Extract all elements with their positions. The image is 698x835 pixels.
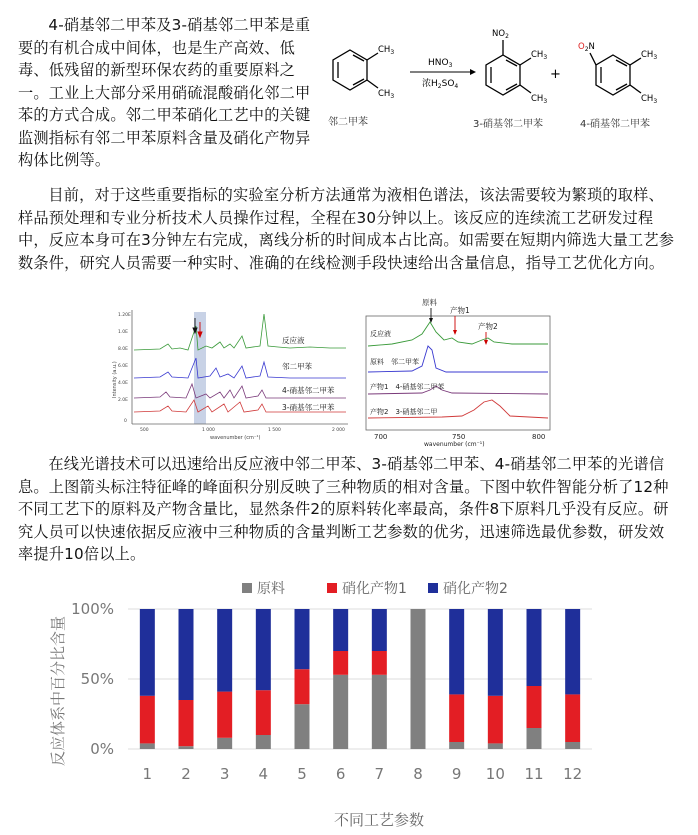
bar-segment xyxy=(179,700,194,746)
x-tick-label: 5 xyxy=(297,765,307,783)
x-tick: 700 xyxy=(374,433,388,441)
x-tick: 500 xyxy=(140,428,149,433)
peak-label: 原料 xyxy=(422,298,437,307)
bar-segment xyxy=(217,738,232,749)
trace-label: 4-硝基邻二甲苯 xyxy=(282,386,335,395)
trace-reaction-liquid xyxy=(368,322,548,346)
raman-spectrum-full xyxy=(110,306,355,448)
result-paragraph: 在线光谱技术可以迅速给出反应液中邻二甲苯、3-硝基邻二甲苯、4-硝基邻二甲苯的光谱信息。上图箭头标注特征峰的峰面积分别反映了三种物质的相对含量。下图中软件智能分析了12种不同工艺下的原料及产物含量比，显然条件2的原料转化率最高，条件8下原料几乎没有反应。研究人员可以快速依据反应液中三种物质的含量判断工艺参数的优劣，迅速筛选最优参数，研发效率提升10倍以上。 xyxy=(18,455,669,563)
x-tick-label: 10 xyxy=(485,765,505,783)
trace-reaction-liquid xyxy=(134,314,346,350)
y-axis-label: Intensity (a.u.) xyxy=(112,361,118,398)
intro-paragraph: 4-硝基邻二甲苯及3-硝基邻二甲苯是重要的有机合成中间体，也是生产高效、低毒、低残留的新型环保农药的重要原料之一。工业上大部分采用硝硫混酸硝化邻二甲苯的方式合成。邻二甲苯硝化工艺中的关键监测指标有邻二甲苯原料含量及硝化产物异构体比例等。 xyxy=(18,16,311,169)
y-tick-label: 0% xyxy=(90,740,114,758)
x-tick-label: 7 xyxy=(374,765,385,783)
bar-segment xyxy=(140,609,155,696)
y-tick: 6.0E xyxy=(118,364,128,369)
y-tick: 8.0E xyxy=(118,347,128,352)
x-tick-label: 2 xyxy=(181,765,191,783)
nitro-label: $O_2N$ xyxy=(578,42,595,53)
x-tick-label: 1 xyxy=(142,765,153,783)
bar-segment xyxy=(488,743,503,749)
product1-label: 3-硝基邻二甲苯 xyxy=(473,119,543,130)
y-tick: 2.0E xyxy=(118,398,128,403)
x-axis-label: 不同工艺参数 xyxy=(333,811,425,829)
trace-label: 产物1 4-硝基邻二甲苯 xyxy=(370,383,445,391)
o-xylene-structure xyxy=(333,50,378,90)
y-tick: 4.0E xyxy=(118,381,128,386)
x-tick-label: 11 xyxy=(524,765,544,783)
reagent-hno3: $HNO_3$ xyxy=(428,58,453,69)
peak-arrow xyxy=(453,316,457,335)
bar-segment xyxy=(565,609,580,694)
chart-legend xyxy=(242,580,508,597)
x-tick: 750 xyxy=(452,433,466,441)
trace-o-xylene xyxy=(134,358,346,378)
y-tick: 1.0E xyxy=(118,330,128,335)
bar-segment xyxy=(179,609,194,700)
bar-segment xyxy=(333,651,348,675)
bar-segment xyxy=(333,609,348,651)
x-tick: 2 000 xyxy=(332,428,345,433)
x-tick-label: 8 xyxy=(413,765,423,783)
peak-arrow xyxy=(429,308,433,323)
x-tick-label: 9 xyxy=(451,765,462,783)
x-tick: 800 xyxy=(532,433,546,441)
x-tick-label: 12 xyxy=(563,765,583,783)
background-paragraph: 目前，对于这些重要指标的实验室分析方法通常为液相色谱法，该法需要较为繁琐的取样、样品预处理和专业分析技术人员操作过程，全程在30分钟以上。该反应的连续流工艺研发过程中，反应本身可在3分钟左右完成，离线分析的时间成本占比高。如需要在短期内筛选大量工艺参数条件，研究人员需要一种实时、准确的在线检测手段快速给出含量信息，指导工艺优化方向。 xyxy=(18,186,675,272)
bar-segment xyxy=(217,609,232,692)
bar-segment xyxy=(256,609,271,690)
methyl-label: $CH_3$ xyxy=(531,50,548,61)
methyl-label: $CH_3$ xyxy=(378,89,395,100)
reagent-h2so4: 浓$H_2SO_4$ xyxy=(422,79,459,90)
bar-segment xyxy=(565,694,580,742)
bar-segment xyxy=(565,742,580,749)
reactant-label: 邻二甲苯 xyxy=(328,117,368,128)
trace-label: 产物2 3-硝基邻二甲 xyxy=(370,408,438,416)
raman-spectrum-zoom xyxy=(362,294,554,448)
bar-segment xyxy=(488,696,503,744)
trace-label: 原料 邻二甲苯 xyxy=(370,358,419,366)
x-tick: 1 500 xyxy=(268,428,281,433)
y-tick-label: 100% xyxy=(71,600,114,618)
methyl-label: $CH_3$ xyxy=(641,50,658,61)
3-nitro-o-xylene-structure xyxy=(486,40,531,95)
x-tick-label: 6 xyxy=(335,765,346,783)
product2-label: 4-硝基邻二甲苯 xyxy=(580,119,650,130)
bar-segment xyxy=(411,609,426,749)
bar-segment xyxy=(179,746,194,749)
trace-label: 邻二甲苯 xyxy=(282,362,312,371)
bar-segment xyxy=(333,675,348,749)
bar-segment xyxy=(140,696,155,744)
reaction-arrow xyxy=(410,69,476,75)
bar-segment xyxy=(527,686,542,728)
y-tick: 0 xyxy=(124,419,127,424)
stacked-bar-chart xyxy=(40,573,660,833)
y-tick: 1.20E xyxy=(118,313,131,318)
legend-label: 原料 xyxy=(257,581,285,597)
trace-label: 3-硝基邻二甲苯 xyxy=(282,403,335,412)
bar-segment xyxy=(295,704,310,749)
plus-sign: + xyxy=(550,67,561,82)
methyl-label: $CH_3$ xyxy=(378,45,395,56)
legend-swatch xyxy=(327,583,337,593)
trace-label: 反应液 xyxy=(370,330,391,338)
bar-segment xyxy=(256,735,271,749)
bar-segment xyxy=(488,609,503,696)
legend-swatch xyxy=(242,583,252,593)
bar-segment xyxy=(140,743,155,749)
bar-segment xyxy=(527,728,542,749)
x-tick-label: 3 xyxy=(219,765,230,783)
bar-segment xyxy=(295,609,310,669)
nitro-label: $NO_2$ xyxy=(492,29,509,40)
bar-segment xyxy=(217,692,232,738)
bar-segment xyxy=(527,609,542,686)
methyl-label: $CH_3$ xyxy=(641,94,658,105)
x-axis-label: wavenumber (cm⁻¹) xyxy=(424,441,485,448)
bar-segment xyxy=(449,694,464,742)
bar-segment xyxy=(372,675,387,749)
reaction-scheme xyxy=(318,10,688,140)
x-axis-label: wavenumber (cm⁻¹) xyxy=(210,435,261,441)
x-tick: 1 000 xyxy=(202,428,215,433)
bar-segment xyxy=(449,609,464,694)
4-nitro-o-xylene-structure xyxy=(590,53,641,95)
bar-segment xyxy=(449,742,464,749)
peak-label: 产物2 xyxy=(478,322,498,331)
methyl-label: $CH_3$ xyxy=(531,94,548,105)
peak-label: 产物1 xyxy=(450,306,470,315)
y-axis-label: 反应体系中百分比含量 xyxy=(49,615,67,767)
y-tick-label: 50% xyxy=(80,670,114,688)
legend-label: 硝化产物1 xyxy=(342,581,407,597)
legend-swatch xyxy=(428,583,438,593)
bar-segment xyxy=(295,669,310,704)
x-tick-label: 4 xyxy=(258,765,269,783)
bar-segment xyxy=(372,651,387,675)
bar-segment xyxy=(372,609,387,651)
trace-label: 反应液 xyxy=(282,336,305,345)
legend-label: 硝化产物2 xyxy=(443,581,508,597)
bar-segment xyxy=(256,690,271,735)
